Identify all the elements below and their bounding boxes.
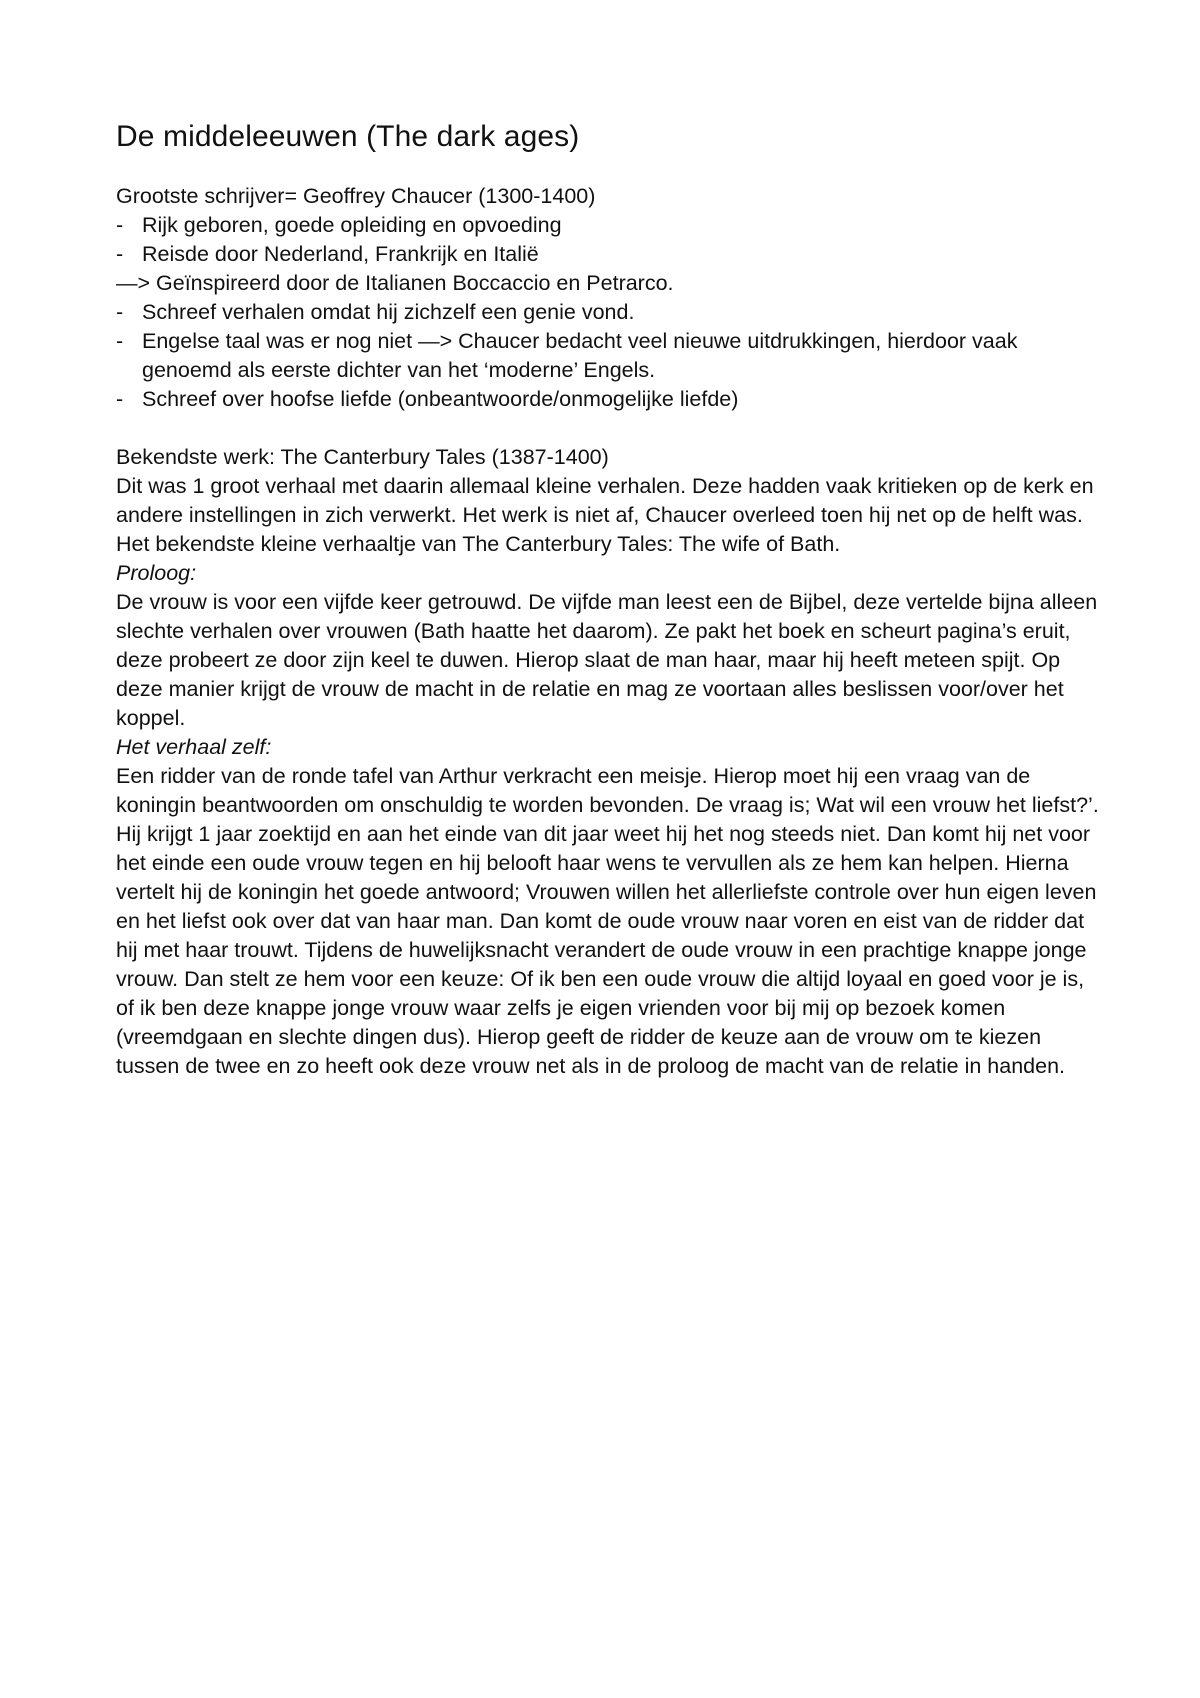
spacer [116,162,1106,182]
document-title: De middeleeuwen (The dark ages) [116,120,580,153]
bullet-dash: - [116,213,124,237]
story-label: Het verhaal zelf: [116,735,272,759]
arrow-line: —> Geïnspireerd door de Italianen Boccaccio en Petrarco. [116,271,674,295]
bullet-item [116,298,1106,327]
famous-story-line: Het bekendste kleine verhaaltje van The Canterbury Tales: The wife of Bath. [116,532,841,556]
bullet-item [116,240,1106,269]
bullet-text: Schreef verhalen omdat hij zichzelf een genie vond. [142,300,635,324]
bullet-dash: - [116,242,124,266]
bullet-dash: - [116,387,124,411]
bullet-text: Rijk geboren, goede opleiding en opvoeding [142,213,562,237]
document-page [116,112,1106,1081]
bullet-dash: - [116,329,124,353]
bullet-text: Engelse taal was er nog niet —> Chaucer bedacht veel nieuwe uitdrukkingen, hierdoor vaak genoemd als eerste dichter van het ‘moderne’ Engels. [142,329,1018,382]
spacer [116,414,1106,443]
prologue-label: Proloog: [116,561,197,585]
section2-heading: Bekendste werk: The Canterbury Tales (1387-1400) [116,445,609,469]
bullet-text: Schreef over hoofse liefde (onbeantwoorde/onmogelijke liefde) [142,387,739,411]
section1-heading: Grootste schrijver= Geoffrey Chaucer (1300-1400) [116,184,596,208]
bullet-text: Reisde door Nederland, Frankrijk en Italië [142,242,539,266]
intro-paragraph: Dit was 1 groot verhaal met daarin allemaal kleine verhalen. Deze hadden vaak kritieken op de kerk en andere instellingen in zich verwerkt. Het werk is niet af, Chaucer overleed toen hij net op de helft was. [116,474,1094,527]
bullet-item [116,211,1106,240]
prologue-paragraph: De vrouw is voor een vijfde keer getrouwd. De vijfde man leest een de Bijbel, deze vertelde bijna alleen slechte verhalen over vrouwen (Bath haatte het daarom). Ze pakt het boek en scheurt pagina’s eruit, deze probeert ze door zijn keel te duwen. Hierop slaat de man haar, maar hij heeft meteen spijt. Op deze manier krijgt de vrouw de macht in de relatie en mag ze voortaan alles beslissen voor/over het koppel. [116,590,1098,730]
bullet-item [116,327,1106,385]
bullet-dash: - [116,300,124,324]
story-paragraph: Een ridder van de ronde tafel van Arthur verkracht een meisje. Hierop moet hij een vraag van de koningin beantwoorden om onschuldig te worden bevonden. De vraag is; Wat wil een vrouw het liefst?’. Hij krijgt 1 jaar zoektijd en aan het einde van dit jaar weet hij het nog steeds niet. Dan komt hij net voor het einde een oude vrouw tegen en hij belooft haar wens te vervullen als ze hem kan helpen. Hierna vertelt hij de koningin het goede antwoord; Vrouwen willen het allerliefste controle over hun eigen leven en het liefst ook over dat van haar man. Dan komt de oude vrouw naar voren en eist van de ridder dat hij met haar trouwt. Tijdens de huwelijksnacht verandert de oude vrouw in een prachtige knappe jonge vrouw. Dan stelt ze hem voor een keuze: Of ik ben een oude vrouw die altijd loyaal en goed voor je is, of ik ben deze knappe jonge vrouw waar zelfs je eigen vrienden voor bij mij op bezoek komen (vreemdgaan en slechte dingen dus). Hierop geeft de ridder de keuze aan de vrouw om te kiezen tussen de twee en zo heeft ook deze vrouw net als in de proloog de macht van de relatie in handen. [116,764,1099,1078]
bullet-item [116,385,1106,414]
